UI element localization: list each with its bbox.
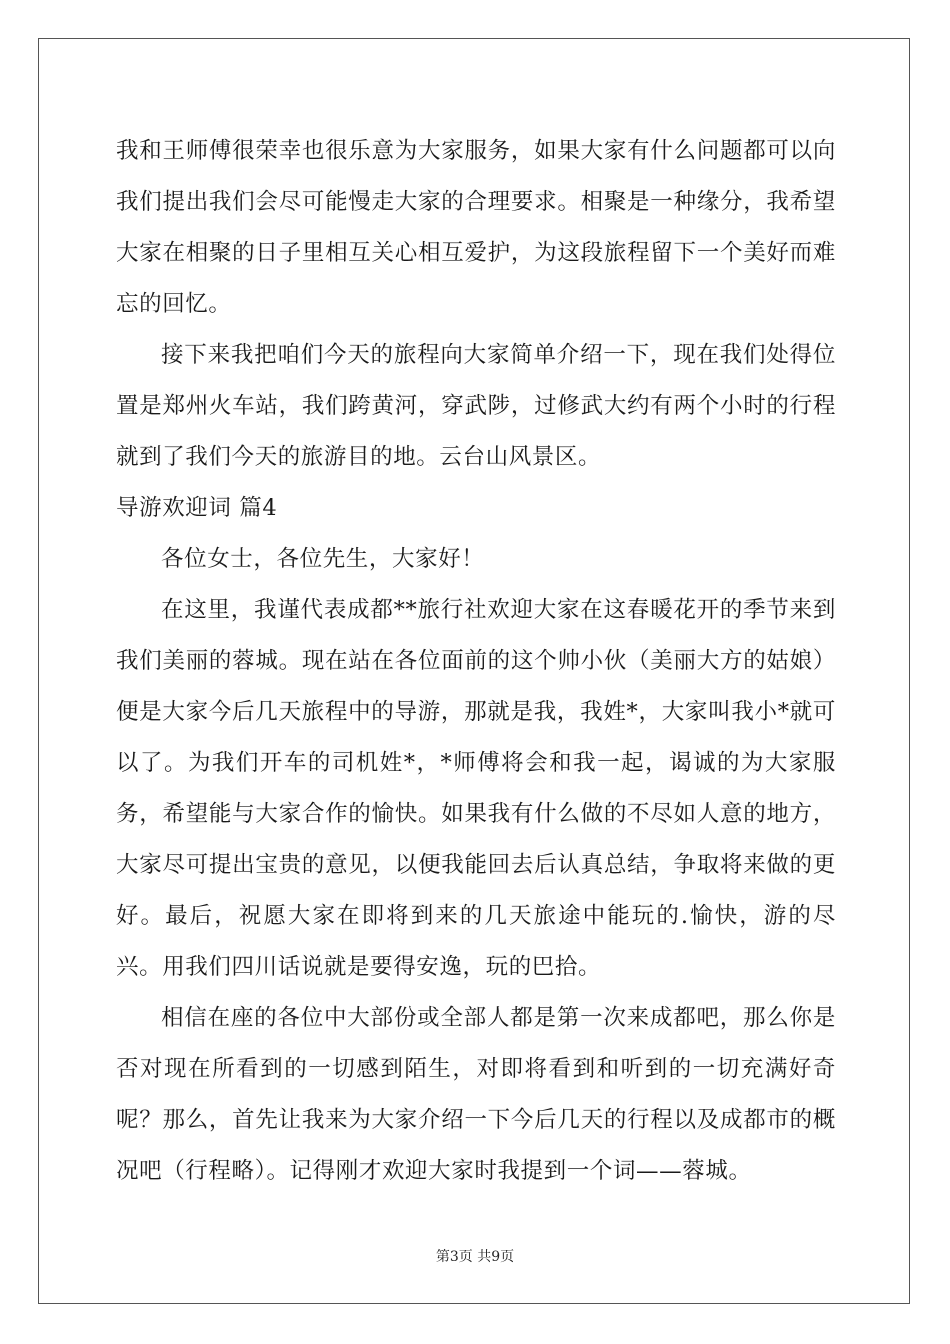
paragraph-2: 接下来我把咱们今天的旅程向大家简单介绍一下，现在我们处得位置是郑州火车站，我们跨黄河，穿武陟，过修武大约有两个小时的行程就到了我们今天的旅游目的地。云台山风景区。: [116, 342, 836, 470]
paragraph-greeting: 各位女士，各位先生，大家好！: [161, 546, 485, 572]
paragraph-welcome: 在这里，我谨代表成都**旅行社欢迎大家在这春暖花开的季节来到我们美丽的蓉城。现在站在各位面前的这个帅小伙（美丽大方的姑娘）便是大家今后几天旅程中的导游，那就是我，我姓*，大家叫我小*就可以了。为我们开车的司机姓*，*师傅将会和我一起，谒诚的为大家服务，希望能与大家合作的愉快。如果我有什么做的不尽如人意的地方，大家尽可提出宝贵的意见，以便我能回去后认真总结，争取将来做的更好。最后，祝愿大家在即将到来的几天旅途中能玩的.愉快，游的尽兴。用我们四川话说就是要得安逸，玩的巴拾。: [116, 597, 836, 980]
paragraph-intro: 相信在座的各位中大部份或全部人都是第一次来成都吧，那么你是否对现在所看到的一切感到陌生，对即将看到和听到的一切充满好奇呢？那么，首先让我来为大家介绍一下今后几天的行程以及成都市的概况吧（行程略）。记得刚才欢迎大家时我提到一个词——蓉城。: [116, 1005, 836, 1184]
section-heading: 导游欢迎词 篇4: [116, 495, 278, 521]
document-body: [116, 126, 836, 1197]
paragraph-1: 我和王师傅很荣幸也很乐意为大家服务，如果大家有什么问题都可以向我们提出我们会尽可能慢走大家的合理要求。相聚是一种缘分，我希望大家在相聚的日子里相互关心相互爱护，为这段旅程留下一个美好而难忘的回忆。: [116, 138, 836, 317]
page-number-footer: 第3页 共9页: [435, 1249, 515, 1265]
